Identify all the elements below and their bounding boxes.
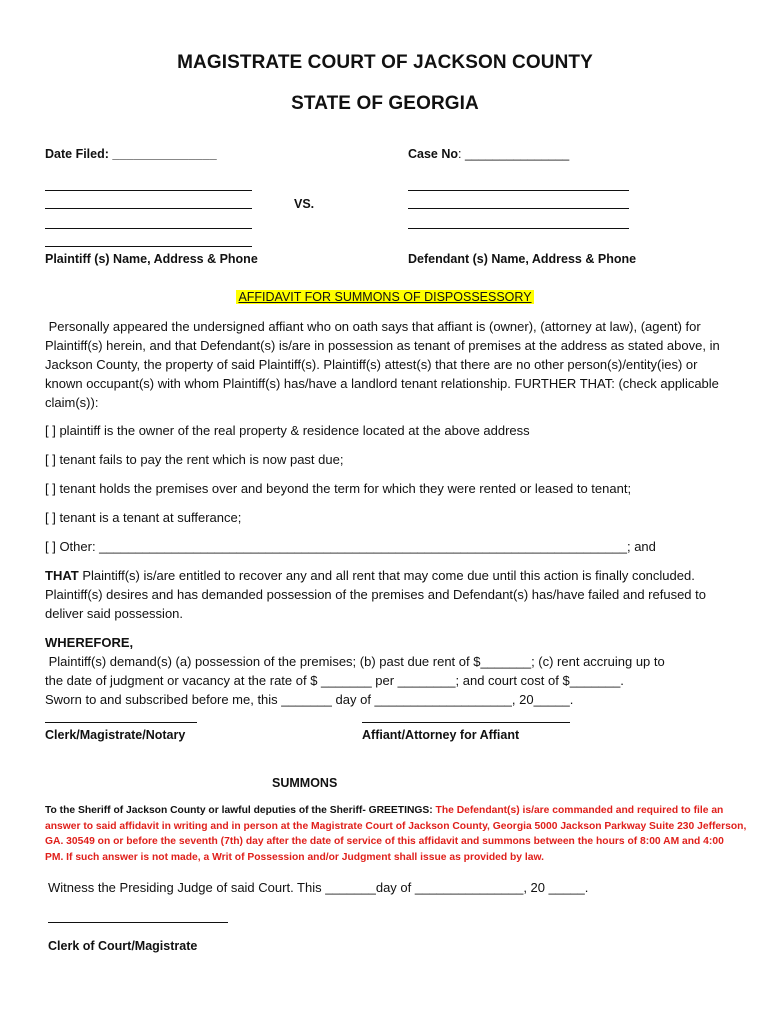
intro-line: Jackson County, the property of said Plaintiff(s). Plaintiff(s) attest(s) that there are no other person(s)/entity(ies) or — [45, 357, 698, 372]
that-line: deliver said possession. — [45, 606, 184, 621]
state-title: STATE OF GEORGIA — [291, 93, 479, 114]
affidavit-heading: AFFIDAVIT FOR SUMMONS OF DISPOSSESSORY — [238, 290, 532, 304]
wherefore-line — [45, 633, 735, 671]
summons-line: answer to said affidavit in writing and in person at the Magistrate Court of Jackson County, Georgia 5000 Jackson Parkway Suite 230 Jefferson, — [45, 820, 747, 832]
affiant-signature-label: Affiant/Attorney for Affiant — [362, 728, 520, 742]
notary-signature-line — [45, 722, 197, 723]
affidavit-heading-wrap — [0, 290, 770, 304]
plaintiff-line-4 — [45, 246, 252, 247]
plaintiff-line-2 — [45, 208, 252, 209]
plaintiff-line-1 — [45, 190, 252, 191]
plaintiff-label: Plaintiff (s) Name, Address & Phone — [45, 252, 258, 266]
plaintiff-line-3 — [45, 228, 252, 229]
summons-line — [45, 803, 745, 819]
summons-line: GA. 30549 on or before the seventh (7th) day after the date of service of this affidavit and summons between the hours of 8:00 AM and 4:00 — [45, 836, 724, 847]
court-title: MAGISTRATE COURT OF JACKSON COUNTY — [177, 52, 593, 73]
defendant-label: Defendant (s) Name, Address & Phone — [408, 252, 637, 266]
versus-label: VS. — [294, 197, 315, 211]
case-no-blank: : _______________ — [458, 147, 570, 161]
claim-owner[interactable]: [ ] plaintiff is the owner of the real property & residence located at the above address — [45, 423, 530, 438]
that-line: Plaintiff(s) desires and has demanded possession of the premises and Defendant(s) has/have failed and refused to — [45, 587, 706, 602]
claim-sufferance[interactable]: [ ] tenant is a tenant at sufferance; — [45, 510, 242, 525]
that-paragraph — [45, 566, 735, 623]
notary-signature-label: Clerk/Magistrate/Notary — [45, 728, 186, 742]
intro-line: claim(s)): — [45, 395, 99, 410]
wherefore-line: the date of judgment or vacancy at the rate of $ _______ per ________; and court cost of $_______. — [45, 673, 624, 688]
intro-line: Personally appeared the undersigned affiant who on oath says that affiant is (owner), (attorney at law), (agent) for — [45, 319, 701, 334]
defendant-line-1 — [408, 190, 629, 191]
summons-greeting: To the Sheriff of Jackson County or lawful deputies of the Sheriff- GREETINGS: — [45, 805, 436, 816]
that-line — [45, 566, 735, 585]
clerk-signature-label: Clerk of Court/Magistrate — [48, 939, 198, 953]
affiant-signature-line — [362, 722, 570, 723]
wherefore-text: Plaintiff(s) demand(s) (a) possession of the premises; (b) past due rent of $_______; (c) rent accruing up to — [45, 654, 665, 669]
affidavit-intro — [45, 317, 735, 412]
wherefore-paragraph — [45, 633, 735, 709]
witness-line: Witness the Presiding Judge of said Court. This _______day of _______________, 20 _____. — [48, 880, 589, 895]
claim-holdover[interactable]: [ ] tenant holds the premises over and beyond the term for which they were rented or leased to tenant; — [45, 481, 632, 496]
clerk-signature-line — [48, 922, 228, 923]
summons-command: The Defendant(s) is/are commanded and required to file an — [435, 805, 724, 816]
intro-line: Plaintiff(s) herein, and that Defendant(s) is/are in possession as tenant of premises at the address as stated above, in — [45, 338, 720, 353]
summons-heading: SUMMONS — [272, 776, 338, 790]
date-filed-label: Date Filed: _______________ — [45, 147, 217, 161]
case-no-text: Case No — [408, 147, 459, 161]
wherefore-keyword: WHEREFORE, — [45, 635, 134, 650]
summons-body — [45, 803, 745, 865]
that-text: Plaintiff(s) is/are entitled to recover any and all rent that may come due until this action is finally concluded. — [78, 568, 695, 583]
intro-line: known occupant(s) with whom Plaintiff(s) has/have a landlord tenant relationship. FURTHER THAT: (check applicable — [45, 376, 719, 391]
defendant-line-3 — [408, 228, 629, 229]
case-number-label — [408, 147, 569, 161]
defendant-line-2 — [408, 208, 629, 209]
claim-other[interactable]: [ ] Other: _________________________________________________________________________; and — [45, 539, 656, 554]
claim-rent-past-due[interactable]: [ ] tenant fails to pay the rent which is now past due; — [45, 452, 344, 467]
sworn-line: Sworn to and subscribed before me, this _______ day of ___________________, 20_____. — [45, 692, 574, 707]
summons-line: PM. If such answer is not made, a Writ of Possession and/or Judgment shall issue as provided by law. — [45, 851, 544, 863]
that-keyword: THAT — [45, 568, 79, 583]
